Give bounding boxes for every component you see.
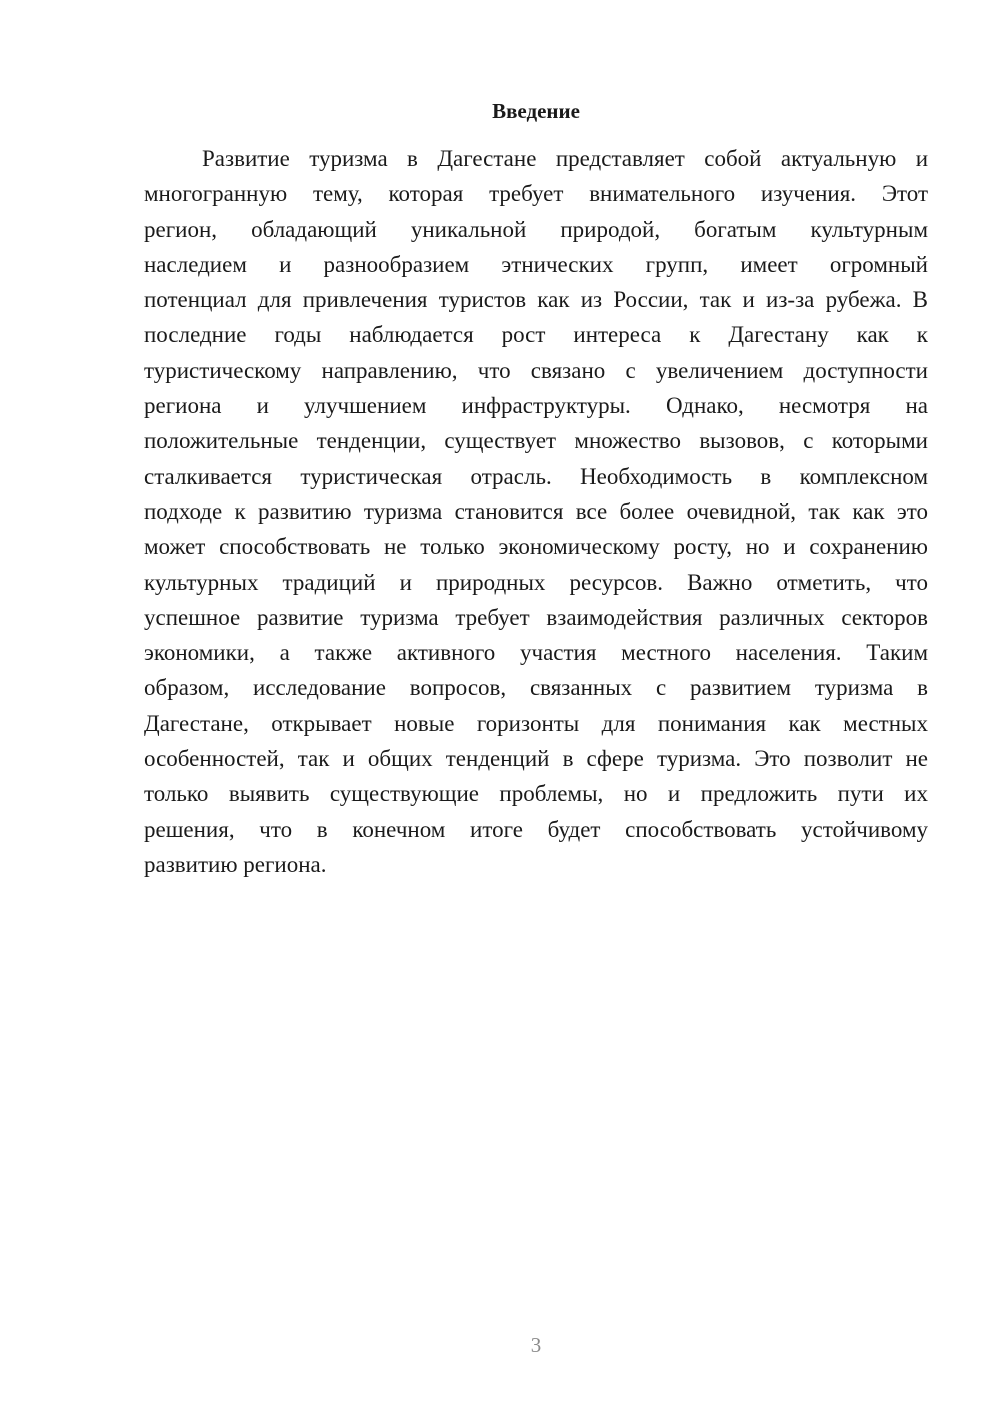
- page-number: 3: [530, 1333, 542, 1357]
- paragraph-line: решения, что в конечном итоге будет способствовать устойчивому: [144, 816, 928, 842]
- paragraph-line: Дагестане, открывает новые горизонты для понимания как местных: [144, 710, 928, 736]
- paragraph-line: последние годы наблюдается рост интереса к Дагестану как к: [144, 322, 928, 348]
- paragraph-line: туристическому направлению, что связано с увеличением доступности: [144, 357, 928, 383]
- section-heading: Введение: [492, 99, 580, 123]
- paragraph-line: потенциал для привлечения туристов как из России, так и из-за рубежа. В: [144, 287, 928, 313]
- paragraph-line: экономики, а также активного участия местного населения. Таким: [144, 640, 928, 666]
- paragraph-line: развитию региона.: [144, 851, 327, 877]
- paragraph-line: наследием и разнообразием этнических групп, имеет огромный: [144, 251, 928, 277]
- paragraph-line: только выявить существующие проблемы, но и предложить пути их: [144, 781, 928, 807]
- paragraph-line: особенностей, так и общих тенденций в сфере туризма. Это позволит не: [144, 746, 928, 772]
- paragraph-line: образом, исследование вопросов, связанных с развитием туризма в: [144, 675, 928, 701]
- paragraph-line: положительные тенденции, существует множество вызовов, с которыми: [144, 428, 928, 454]
- paragraph-line: успешное развитие туризма требует взаимодействия различных секторов: [144, 604, 928, 630]
- paragraph-line: может способствовать не только экономическому росту, но и сохранению: [144, 534, 928, 560]
- paragraph-line: сталкивается туристическая отрасль. Необходимость в комплексном: [144, 463, 928, 489]
- paragraph-line: подходе к развитию туризма становится все более очевидной, так как это: [144, 498, 928, 524]
- paragraph-line: регион, обладающий уникальной природой, богатым культурным: [144, 216, 928, 242]
- paragraph-line: культурных традиций и природных ресурсов. Важно отметить, что: [144, 569, 928, 595]
- introduction-paragraph: [144, 141, 928, 882]
- paragraph-line: региона и улучшением инфраструктуры. Однако, несмотря на: [144, 393, 928, 419]
- paragraph-line: Развитие туризма в Дагестане представляет собой актуальную и: [202, 146, 928, 171]
- paragraph-line: многогранную тему, которая требует внимательного изучения. Этот: [144, 181, 928, 207]
